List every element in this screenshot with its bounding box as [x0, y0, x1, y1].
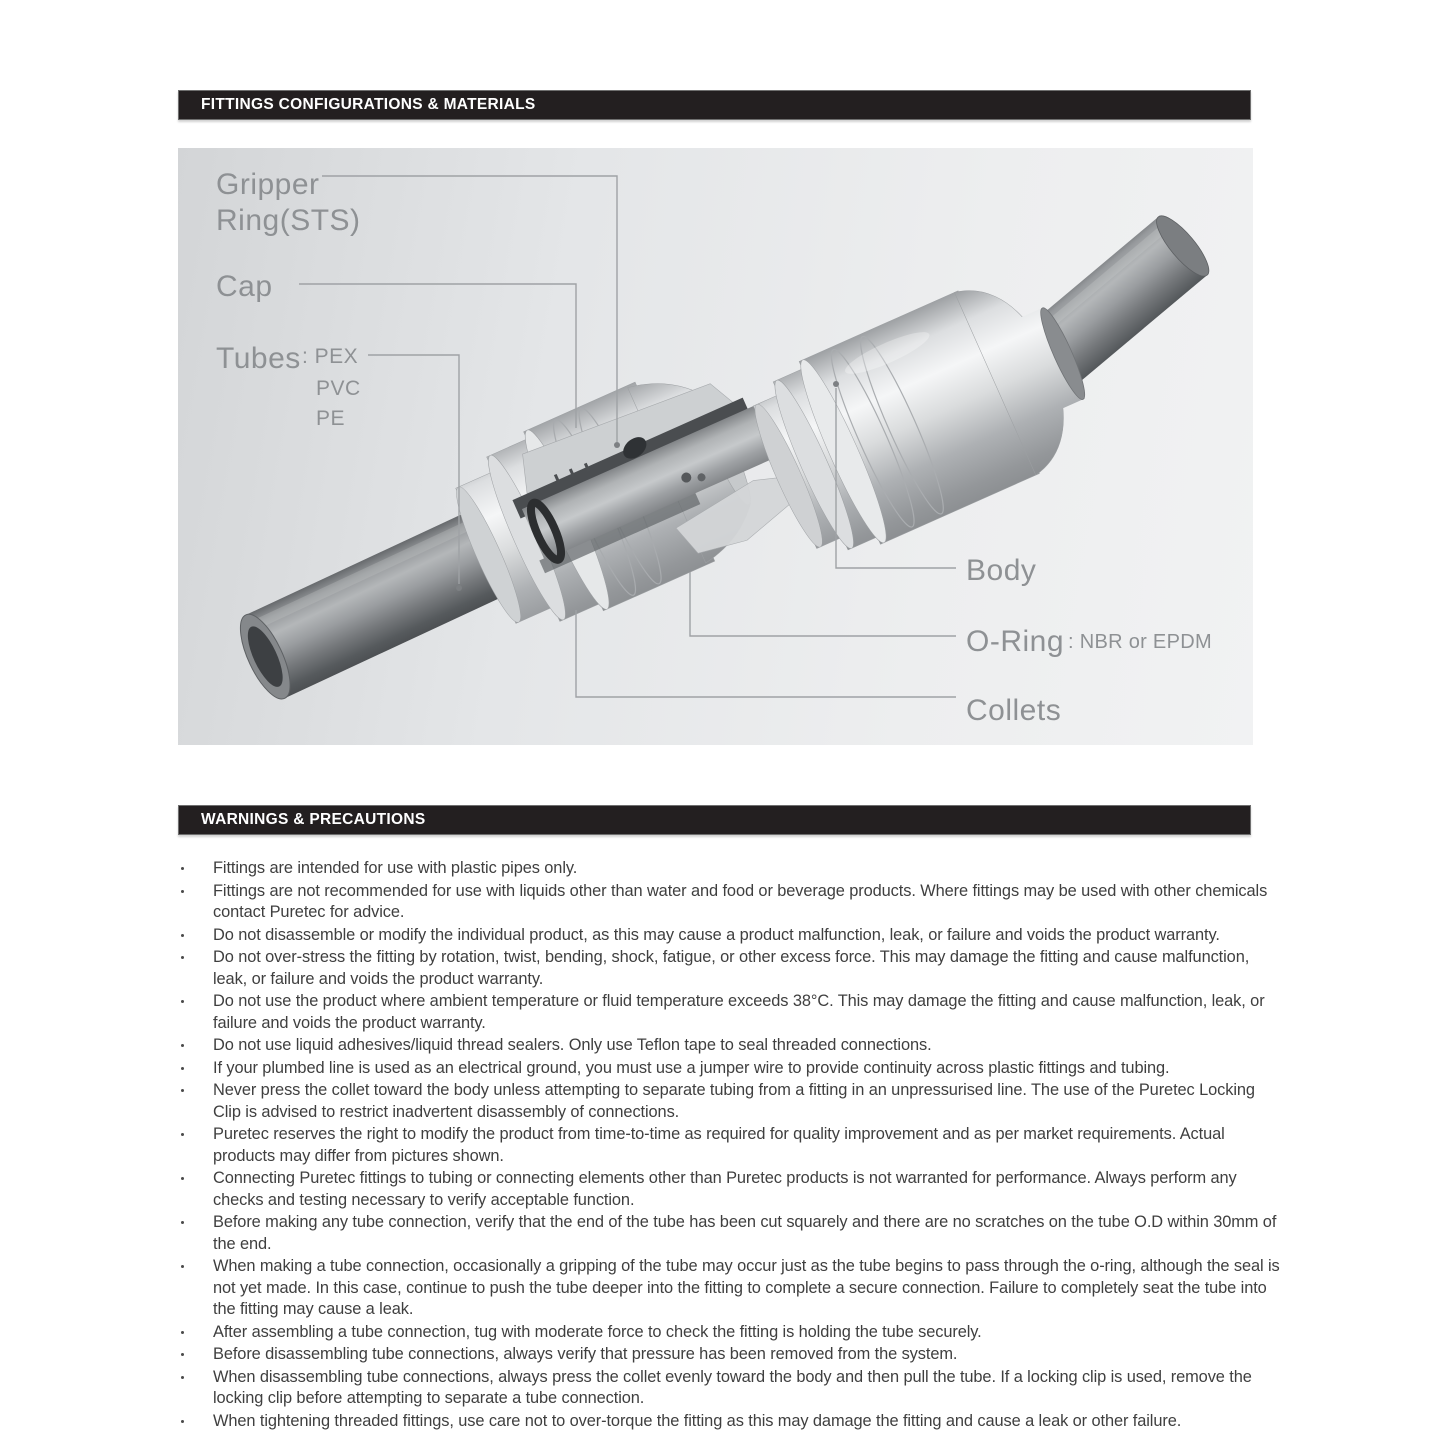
fitting-diagram-panel — [178, 148, 1253, 745]
bullet-icon — [181, 1331, 184, 1334]
label-tubes: Tubes — [216, 342, 301, 375]
section-header-warnings-label: WARNINGS & PRECAUTIONS — [201, 811, 426, 828]
bullet-icon — [181, 1000, 184, 1003]
section-header-fittings — [178, 90, 1251, 120]
bullet-icon — [181, 1420, 184, 1423]
label-gripper-ring-line2: Ring(STS) — [216, 204, 361, 237]
warning-item: Do not use liquid adhesives/liquid thread sealers. Only use Teflon tape to seal threaded connections. — [178, 1035, 1282, 1057]
bullet-icon — [181, 934, 184, 937]
fitting-cutaway-illustration — [178, 148, 1253, 745]
label-gripper-ring-line1: Gripper — [216, 168, 320, 201]
leader-line-gripper-ring — [322, 176, 617, 442]
warning-item: When making a tube connection, occasionally a gripping of the tube may occur just as the tube begins to pass through the o-ring, although the seal is not yet made. In this case, continue to push the tube deeper into the fitting to complete a secure connection. Failure to completely seat the tube into the fitting may cause a leak. — [178, 1256, 1282, 1321]
bullet-icon — [181, 890, 184, 893]
leader-line-oring — [690, 572, 956, 636]
bullet-icon — [181, 1376, 184, 1379]
warning-item: Fittings are not recommended for use with liquids other than water and food or beverage products. Where fittings may be used with other chemicals contact Puretec for advice. — [178, 881, 1282, 924]
bullet-icon — [181, 1067, 184, 1070]
bullet-icon — [181, 1044, 184, 1047]
warning-item: Puretec reserves the right to modify the product from time-to-time as required for quality improvement and as per market requirements. Actual products may differ from pictures shown. — [178, 1124, 1282, 1167]
section-header-fittings-label: FITTINGS CONFIGURATIONS & MATERIALS — [201, 96, 536, 113]
warning-item: Connecting Puretec fittings to tubing or connecting elements other than Puretec products is not warranted for performance. Always perform any checks and testing necessary to verify acceptable function. — [178, 1168, 1282, 1211]
warning-item: Before making any tube connection, verify that the end of the tube has been cut squarely and there are no scratches on the tube O.D within 30mm of the end. — [178, 1212, 1282, 1255]
warning-item: Do not disassemble or modify the individual product, as this may cause a product malfunction, leak, or failure and voids the product warranty. — [178, 925, 1282, 947]
leader-line-collets — [576, 610, 956, 697]
bullet-icon — [181, 1221, 184, 1224]
label-oring: O-Ring — [966, 625, 1065, 658]
bullet-icon — [181, 1133, 184, 1136]
label-cap: Cap — [216, 270, 273, 303]
warning-item: Before disassembling tube connections, always verify that pressure has been removed from the system. — [178, 1344, 1282, 1366]
label-tube-type-pvc: PVC — [316, 377, 361, 400]
label-body: Body — [966, 554, 1037, 587]
warning-item: When tightening threaded fittings, use care not to over-torque the fitting as this may damage the fitting and cause a leak or other failure. — [178, 1411, 1282, 1433]
leader-dot-body — [833, 381, 839, 387]
warning-item: Do not use the product where ambient temperature or fluid temperature exceeds 38°C. This may damage the fitting and cause malfunction, leak, or failure and voids the product warranty. — [178, 991, 1282, 1034]
bullet-icon — [181, 1177, 184, 1180]
warning-item: Fittings are intended for use with plastic pipes only. — [178, 858, 1282, 880]
warning-item: If your plumbed line is used as an electrical ground, you must use a jumper wire to provide continuity across plastic fittings and tubing. — [178, 1058, 1282, 1080]
bullet-icon — [181, 1265, 184, 1268]
label-oring-material: : NBR or EPDM — [1068, 631, 1212, 653]
label-tube-type-pe: PE — [316, 407, 346, 430]
warning-item: When disassembling tube connections, always press the collet evenly toward the body and then pull the tube. If a locking clip is used, remove the locking clip before attempting to separate a tube connection. — [178, 1367, 1282, 1410]
bullet-icon — [181, 867, 184, 870]
warning-item: Do not over-stress the fitting by rotation, twist, bending, shock, fatigue, or other excess force. This may damage the fitting and cause malfunction, leak, or failure and voids the product warranty. — [178, 947, 1282, 990]
warning-item: After assembling a tube connection, tug with moderate force to check the fitting is holding the tube securely. — [178, 1322, 1282, 1344]
leader-dot-gripper-ring — [614, 442, 620, 448]
leader-dot-tubes — [456, 585, 462, 591]
label-collets: Collets — [966, 694, 1062, 727]
label-tube-type-pex: : PEX — [302, 345, 359, 368]
warning-item: Never press the collet toward the body unless attempting to separate tubing from a fitting in an unpressurised line. The use of the Puretec Locking Clip is advised to restrict inadvertent disassembly of connections. — [178, 1080, 1282, 1123]
bullet-icon — [181, 956, 184, 959]
section-header-warnings — [178, 805, 1251, 835]
bullet-icon — [181, 1353, 184, 1356]
bullet-icon — [181, 1089, 184, 1092]
warnings-list — [178, 858, 1282, 1433]
cap-and-collet-assembly — [438, 333, 826, 649]
